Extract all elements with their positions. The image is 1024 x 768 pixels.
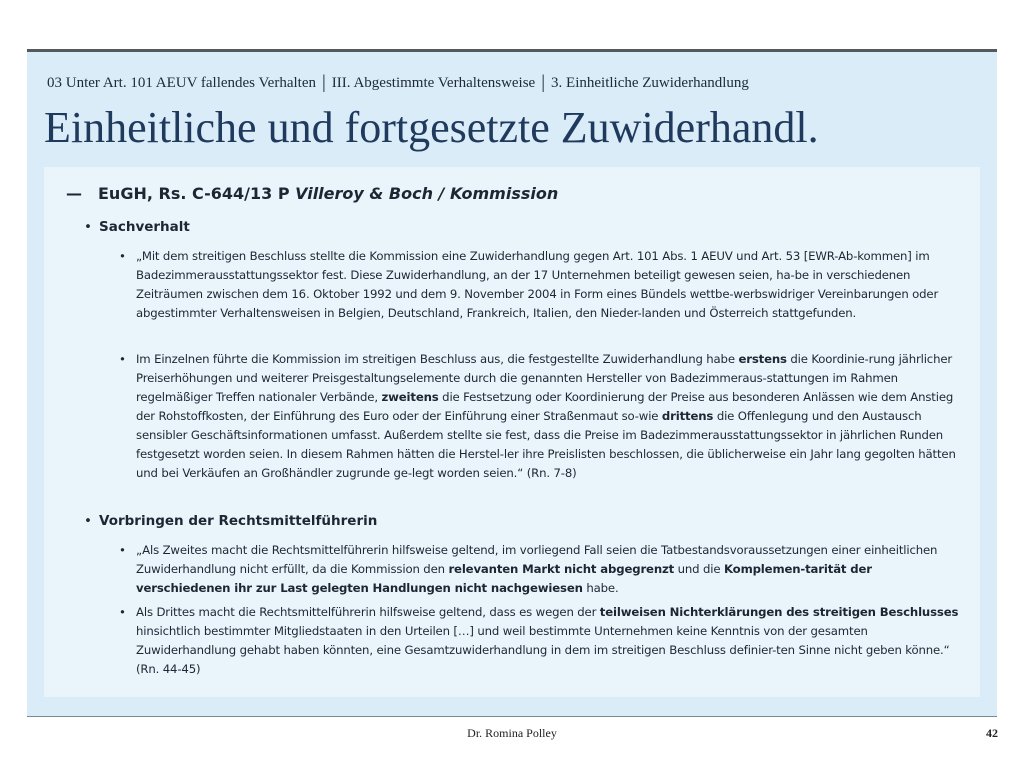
- bullet-icon: •: [84, 219, 92, 235]
- section-heading-label: Sachverhalt: [99, 219, 190, 235]
- paragraph-facts-1: [119, 247, 966, 323]
- paragraph-text: Als Drittes macht die Rechtsmittelführerin hilfsweise geltend, dass es wegen der teilweisen Nichterklärungen des streitigen Beschlusses hinsichtlich bestimmter Mitgliedstaaten in den Urteilen […] und weil bestimmte Unternehmen keine Kenntnis von der gesamten Zuwiderhandlung gehabt haben könnten, eine Gesamtzuwiderhandlung in dem im streitigen Beschluss definier-ten Sinne nicht geben könne.“ (Rn. 44-45): [136, 605, 959, 676]
- case-parties: Villeroy & Boch / Kommission: [295, 184, 559, 203]
- paragraph-arguments-2: [119, 603, 966, 679]
- content-box: [44, 167, 980, 697]
- paragraph-facts-2: [119, 350, 966, 483]
- breadcrumb-subsection: 3. Einheitliche Zuwiderhandlung: [551, 75, 749, 91]
- paragraph-text: Im Einzelnen führte die Kommission im streitigen Beschluss aus, die festgestellte Zuwiderhandlung habe erstens die Koordinie-rung jährlicher Preiserhöhungen und weiterer Preisgestaltungselemente durch die genannten Hersteller von Badezimmeraus-stattungen im Rahmen regelmäßiger Treffen nationaler Verbände, zweitens die Festsetzung oder Koordinierung der Preise aus besonderen Anlässen wie dem Anstieg der Rohstoffkosten, der Einführung des Euro oder der Einführung einer Straßenmaut so-wie drittens die Offenlegung und den Austausch sensibler Geschäftsinformationen umfasst. Außerdem stellte sie fest, dass die Preise im Badezimmerausstattungssektor in jährlichen Runden festgesetzt worden seien. In diesem Rahmen hätten die Herstel-ler ihre Preislisten beschlossen, die üblicherweise ein Jahr lang gegolten hätten und bei Verkäufen an Großhändler zugrunde ge-legt worden seien.“ (Rn. 7-8): [136, 352, 956, 480]
- footer-author: Dr. Romina Polley: [467, 726, 557, 740]
- case-citation: [66, 184, 558, 203]
- emphasis-text: teilweisen Nichterklärungen des streitigen Beschlusses: [599, 605, 959, 619]
- paragraph-arguments-1: [119, 541, 966, 598]
- page-number: 42: [986, 726, 998, 740]
- breadcrumb-chapter: 03 Unter Art. 101 AEUV fallendes Verhalten: [47, 75, 316, 91]
- breadcrumb-separator: |: [321, 72, 326, 93]
- bullet-icon: •: [119, 352, 126, 366]
- case-reference: EuGH, Rs. C-644/13 P: [98, 184, 296, 203]
- emphasis-text: erstens: [738, 352, 787, 366]
- bullet-icon: •: [119, 249, 126, 263]
- bullet-icon: •: [84, 513, 92, 529]
- section-heading-vorbringen: [84, 513, 378, 529]
- breadcrumb-separator: |: [541, 72, 546, 93]
- breadcrumb-section: III. Abgestimmte Verhaltensweise: [331, 75, 536, 91]
- emphasis-text: relevanten Markt nicht abgegrenzt: [448, 562, 675, 576]
- bottom-rule: [27, 716, 997, 717]
- bullet-icon: •: [119, 605, 126, 619]
- em-dash-marker: —: [66, 184, 82, 203]
- page-title: Einheitliche und fortgesetzte Zuwiderhandl.: [44, 103, 819, 152]
- emphasis-text: Komplemen-tarität der verschiedenen ihr zur Last gelegten Handlungen nicht nachgewiesen: [136, 562, 872, 595]
- paragraph-text: „Als Zweites macht die Rechtsmittelführerin hilfsweise geltend, im vorliegend Fall seien die Tatbestandsvoraussetzungen einer einheitlichen Zuwiderhandlung nicht erfüllt, da die Kommission den relevanten Markt nicht abgegrenzt und die Komplemen-tarität der verschiedenen ihr zur Last gelegten Handlungen nicht nachgewiesen habe.: [136, 543, 938, 595]
- section-heading-sachverhalt: [84, 219, 190, 235]
- emphasis-text: zweitens: [381, 390, 439, 404]
- bullet-icon: •: [119, 543, 126, 557]
- emphasis-text: drittens: [661, 409, 714, 423]
- paragraph-text: „Mit dem streitigen Beschluss stellte die Kommission eine Zuwiderhandlung gegen Art. 101 Abs. 1 AEUV und Art. 53 [EWR-Ab-kommen] im Badezimmerausstattungssektor fest. Diese Zuwiderhandlung, an der 17 Unternehmen beteiligt gewesen seien, ha-be in verschiedenen Zeiträumen zwischen dem 16. Oktober 1992 und dem 9. November 2004 in Form eines Bündels wettbe-werbswidriger Vereinbarungen oder abgestimmter Verhaltensweisen in Belgien, Deutschland, Frankreich, Italien, den Nieder-landen und Österreich stattgefunden.: [136, 249, 939, 320]
- section-heading-label: Vorbringen der Rechtsmittelführerin: [99, 513, 378, 529]
- slide-panel: [27, 52, 997, 716]
- breadcrumb: [47, 71, 749, 93]
